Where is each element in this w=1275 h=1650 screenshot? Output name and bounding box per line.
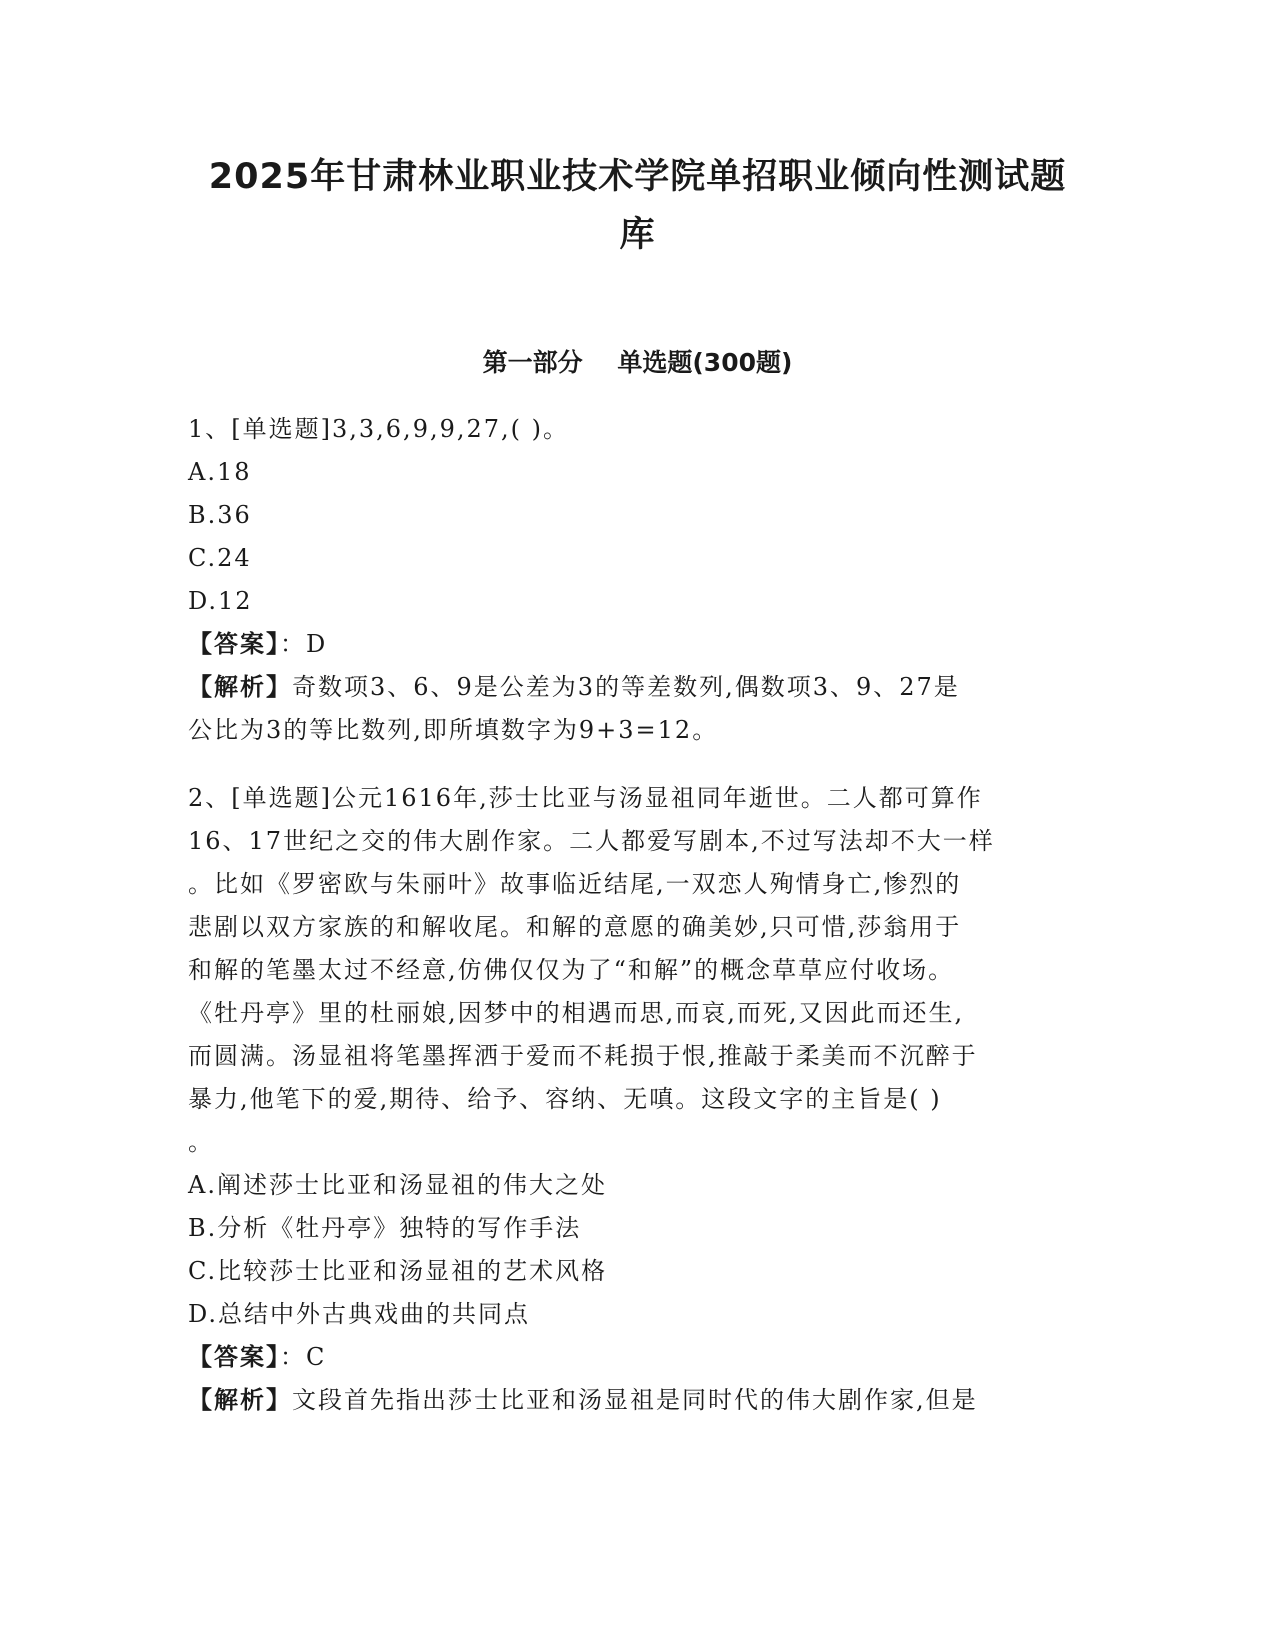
option-d: D.总结中外古典戏曲的共同点 bbox=[188, 1300, 531, 1328]
analysis-label: 【解析】 bbox=[188, 673, 292, 701]
analysis-text: 文段首先指出莎士比亚和汤显祖是同时代的伟大剧作家,但是 bbox=[292, 1386, 978, 1414]
question-stem-line: 2、[单选题]公元1616年,莎士比亚与汤显祖同年逝世。二人都可算作 bbox=[188, 784, 983, 812]
analysis-line bbox=[188, 666, 1088, 709]
analysis-line: 公比为3的等比数列,即所填数字为9+3=12。 bbox=[188, 716, 719, 744]
option-c: C.比较莎士比亚和汤显祖的艺术风格 bbox=[188, 1257, 608, 1285]
question-stem-line: 悲剧以双方家族的和解收尾。和解的意愿的确美妙,只可惜,莎翁用于 bbox=[188, 913, 962, 941]
question-1 bbox=[188, 408, 1088, 752]
option-b: B.36 bbox=[188, 501, 252, 529]
document-title bbox=[180, 148, 1095, 264]
answer-value: ：D bbox=[280, 630, 328, 658]
question-stem-line: 暴力,他笔下的爱,期待、给予、容纳、无嗔。这段文字的主旨是( ) bbox=[188, 1085, 942, 1113]
question-stem: 1、[单选题]3,3,6,9,9,27,( )。 bbox=[188, 415, 570, 443]
answer-label: 【答案】 bbox=[188, 1343, 280, 1371]
analysis-label: 【解析】 bbox=[188, 1386, 292, 1414]
question-stem-line: 。 bbox=[188, 1128, 214, 1156]
analysis-line bbox=[188, 1379, 1088, 1422]
question-2 bbox=[188, 777, 1088, 1422]
option-b: B.分析《牡丹亭》独特的写作手法 bbox=[188, 1214, 582, 1242]
question-stem-line: 。比如《罗密欧与朱丽叶》故事临近结尾,一双恋人殉情身亡,惨烈的 bbox=[188, 870, 962, 898]
document-title-line-1: 2025年甘肃林业职业技术学院单招职业倾向性测试题 bbox=[208, 157, 1067, 197]
answer-value: ：C bbox=[280, 1343, 327, 1371]
option-a: A.阐述莎士比亚和汤显祖的伟大之处 bbox=[188, 1171, 607, 1199]
document-title-line-2: 库 bbox=[619, 215, 656, 255]
section-title: 第一部分 单选题(300题) bbox=[482, 348, 793, 377]
question-stem-line: 和解的笔墨太过不经意,仿佛仅仅为了“和解”的概念草草应付收场。 bbox=[188, 956, 955, 984]
answer-line bbox=[188, 1336, 1088, 1379]
option-c: C.24 bbox=[188, 544, 252, 572]
question-stem-line: 16、17世纪之交的伟大剧作家。二人都爱写剧本,不过写法却不大一样 bbox=[188, 827, 995, 855]
option-d: D.12 bbox=[188, 587, 253, 615]
answer-line bbox=[188, 623, 1088, 666]
question-stem-line: 而圆满。汤显祖将笔墨挥洒于爱而不耗损于恨,推敲于柔美而不沉醉于 bbox=[188, 1042, 978, 1070]
analysis-text: 奇数项3、6、9是公差为3的等差数列,偶数项3、9、27是 bbox=[292, 673, 960, 701]
question-stem-line: 《牡丹亭》里的杜丽娘,因梦中的相遇而思,而哀,而死,又因此而还生, bbox=[188, 999, 965, 1027]
answer-label: 【答案】 bbox=[188, 630, 280, 658]
option-a: A.18 bbox=[188, 458, 252, 486]
